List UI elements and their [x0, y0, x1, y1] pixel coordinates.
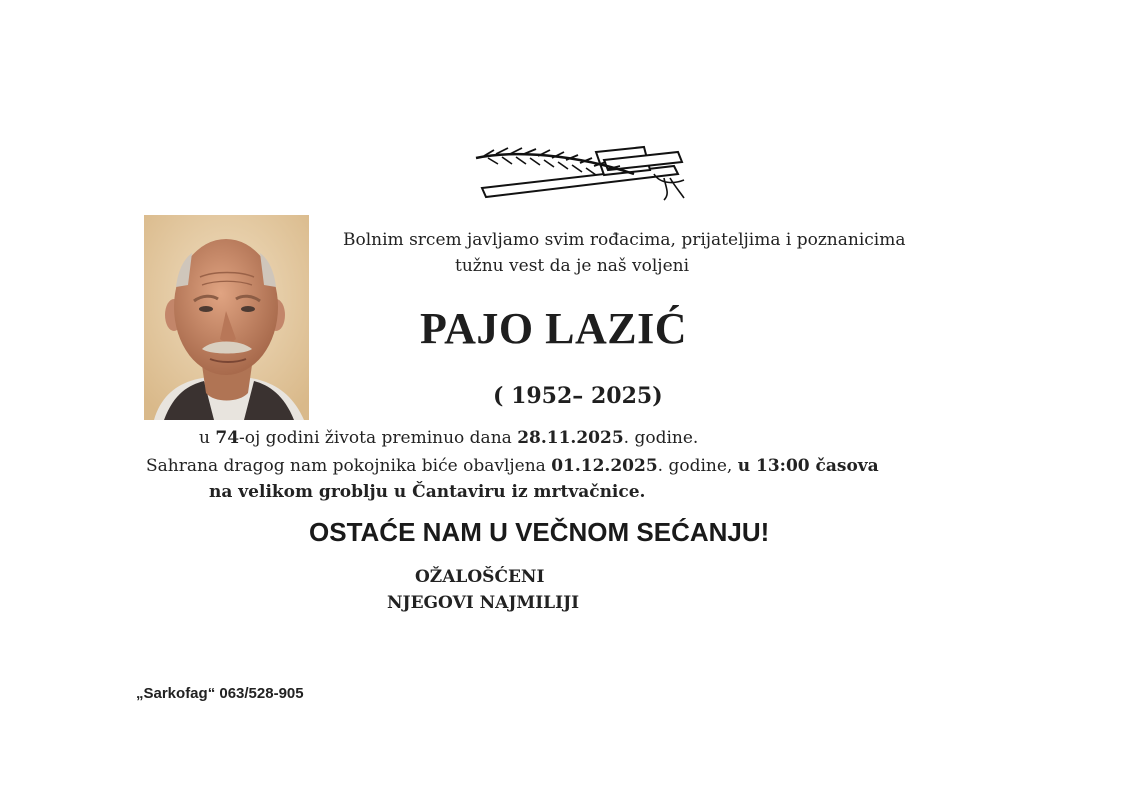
mourners-line-2: NJEGOVI NAJMILIJI	[387, 593, 580, 613]
death-suffix: . godine.	[623, 428, 699, 448]
cross-with-palm-icon	[474, 144, 688, 202]
funeral-line	[146, 456, 879, 476]
intro-line-2: tužnu vest da je naš voljeni	[455, 256, 690, 276]
life-years: ( 1952– 2025)	[493, 383, 663, 409]
deceased-name: PAJO LAZIĆ	[420, 304, 687, 353]
memorial-slogan: OSTAĆE NAM U VEČNOM SEĆANJU!	[309, 517, 770, 547]
funeral-date: 01.12.2025	[551, 456, 658, 476]
age-and-death-line	[199, 428, 698, 448]
age-suffix: -oj godini života preminuo dana	[239, 428, 518, 448]
death-date: 28.11.2025	[517, 428, 624, 448]
funeral-home-contact: „Sarkofag“ 063/528-905	[136, 685, 304, 702]
funeral-location: na velikom groblju u Čantaviru iz mrtvačnice.	[209, 482, 646, 502]
mourners-line-1: OŽALOŠĆENI	[415, 567, 545, 587]
age-value: 74	[215, 428, 240, 448]
age-prefix: u	[199, 428, 216, 448]
funeral-prefix: Sahrana dragog nam pokojnika biće obavljena	[146, 456, 552, 476]
funeral-time: u 13:00 časova	[737, 456, 879, 476]
intro-line-1: Bolnim srcem javljamo svim rođacima, prijateljima i poznanicima	[343, 230, 906, 250]
funeral-mid: . godine,	[657, 456, 738, 476]
portrait-photo	[144, 215, 309, 420]
